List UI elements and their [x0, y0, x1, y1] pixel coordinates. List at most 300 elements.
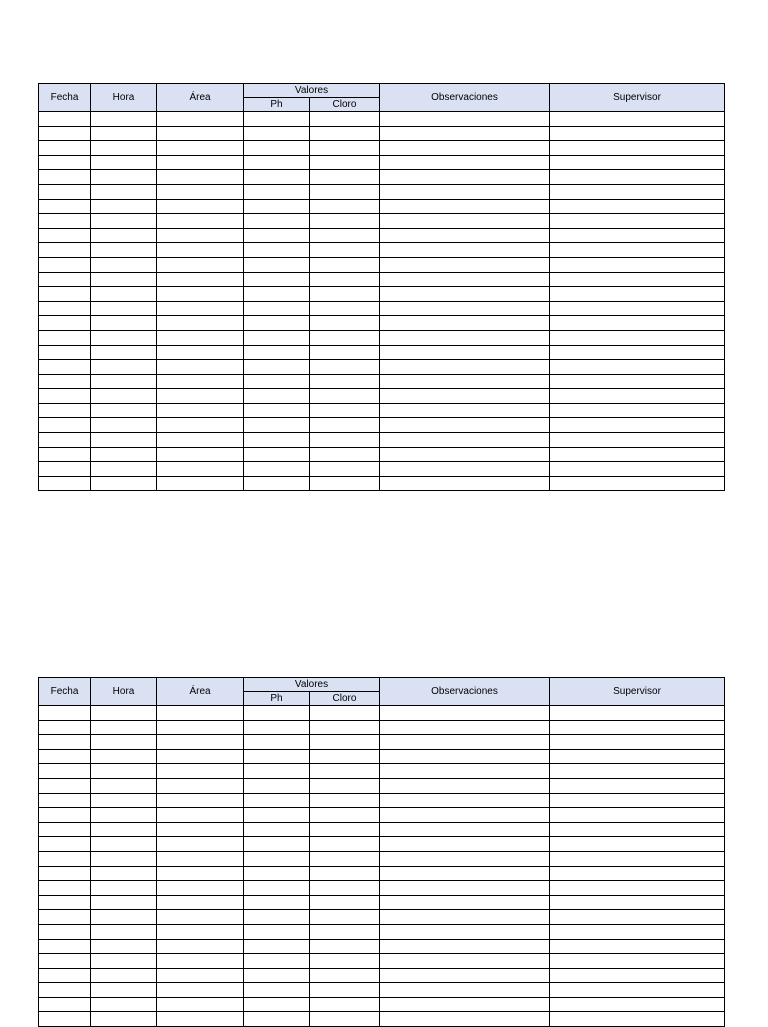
cell-ph[interactable]: [244, 403, 310, 418]
cell-cloro[interactable]: [310, 968, 380, 983]
cell-ph[interactable]: [244, 301, 310, 316]
cell-hora[interactable]: [91, 749, 157, 764]
cell-fecha[interactable]: [39, 910, 91, 925]
cell-area[interactable]: [157, 301, 244, 316]
cell-cloro[interactable]: [310, 997, 380, 1012]
cell-area[interactable]: [157, 808, 244, 823]
cell-hora[interactable]: [91, 418, 157, 433]
cell-fecha[interactable]: [39, 735, 91, 750]
cell-supervisor[interactable]: [550, 778, 725, 793]
cell-fecha[interactable]: [39, 141, 91, 156]
cell-observaciones[interactable]: [380, 418, 550, 433]
cell-ph[interactable]: [244, 199, 310, 214]
cell-observaciones[interactable]: [380, 706, 550, 721]
cell-hora[interactable]: [91, 360, 157, 375]
cell-fecha[interactable]: [39, 881, 91, 896]
cell-hora[interactable]: [91, 112, 157, 127]
cell-hora[interactable]: [91, 141, 157, 156]
cell-supervisor[interactable]: [550, 997, 725, 1012]
cell-cloro[interactable]: [310, 778, 380, 793]
cell-ph[interactable]: [244, 287, 310, 302]
cell-supervisor[interactable]: [550, 389, 725, 404]
cell-ph[interactable]: [244, 243, 310, 258]
cell-ph[interactable]: [244, 939, 310, 954]
cell-observaciones[interactable]: [380, 301, 550, 316]
cell-observaciones[interactable]: [380, 910, 550, 925]
cell-ph[interactable]: [244, 720, 310, 735]
cell-area[interactable]: [157, 360, 244, 375]
cell-ph[interactable]: [244, 214, 310, 229]
cell-supervisor[interactable]: [550, 793, 725, 808]
cell-hora[interactable]: [91, 881, 157, 896]
cell-area[interactable]: [157, 476, 244, 491]
cell-hora[interactable]: [91, 126, 157, 141]
cell-hora[interactable]: [91, 272, 157, 287]
cell-ph[interactable]: [244, 126, 310, 141]
cell-cloro[interactable]: [310, 983, 380, 998]
cell-ph[interactable]: [244, 997, 310, 1012]
cell-observaciones[interactable]: [380, 447, 550, 462]
cell-supervisor[interactable]: [550, 199, 725, 214]
cell-hora[interactable]: [91, 706, 157, 721]
cell-hora[interactable]: [91, 199, 157, 214]
cell-supervisor[interactable]: [550, 301, 725, 316]
cell-ph[interactable]: [244, 112, 310, 127]
cell-supervisor[interactable]: [550, 433, 725, 448]
cell-cloro[interactable]: [310, 837, 380, 852]
cell-supervisor[interactable]: [550, 954, 725, 969]
cell-cloro[interactable]: [310, 287, 380, 302]
cell-observaciones[interactable]: [380, 287, 550, 302]
cell-cloro[interactable]: [310, 418, 380, 433]
cell-observaciones[interactable]: [380, 983, 550, 998]
cell-ph[interactable]: [244, 837, 310, 852]
cell-fecha[interactable]: [39, 184, 91, 199]
cell-area[interactable]: [157, 881, 244, 896]
cell-observaciones[interactable]: [380, 749, 550, 764]
cell-supervisor[interactable]: [550, 214, 725, 229]
cell-ph[interactable]: [244, 476, 310, 491]
cell-cloro[interactable]: [310, 345, 380, 360]
cell-fecha[interactable]: [39, 749, 91, 764]
cell-area[interactable]: [157, 706, 244, 721]
cell-fecha[interactable]: [39, 257, 91, 272]
cell-cloro[interactable]: [310, 476, 380, 491]
cell-hora[interactable]: [91, 764, 157, 779]
cell-area[interactable]: [157, 954, 244, 969]
cell-cloro[interactable]: [310, 764, 380, 779]
cell-fecha[interactable]: [39, 112, 91, 127]
cell-fecha[interactable]: [39, 837, 91, 852]
cell-hora[interactable]: [91, 910, 157, 925]
cell-supervisor[interactable]: [550, 968, 725, 983]
cell-cloro[interactable]: [310, 316, 380, 331]
cell-fecha[interactable]: [39, 316, 91, 331]
cell-ph[interactable]: [244, 910, 310, 925]
cell-observaciones[interactable]: [380, 199, 550, 214]
cell-supervisor[interactable]: [550, 287, 725, 302]
cell-fecha[interactable]: [39, 330, 91, 345]
cell-fecha[interactable]: [39, 374, 91, 389]
cell-cloro[interactable]: [310, 126, 380, 141]
cell-fecha[interactable]: [39, 924, 91, 939]
cell-observaciones[interactable]: [380, 330, 550, 345]
cell-ph[interactable]: [244, 924, 310, 939]
cell-area[interactable]: [157, 851, 244, 866]
cell-observaciones[interactable]: [380, 939, 550, 954]
cell-cloro[interactable]: [310, 793, 380, 808]
cell-supervisor[interactable]: [550, 910, 725, 925]
cell-fecha[interactable]: [39, 778, 91, 793]
cell-observaciones[interactable]: [380, 184, 550, 199]
cell-ph[interactable]: [244, 155, 310, 170]
cell-area[interactable]: [157, 1012, 244, 1027]
cell-area[interactable]: [157, 447, 244, 462]
cell-fecha[interactable]: [39, 199, 91, 214]
cell-supervisor[interactable]: [550, 447, 725, 462]
cell-fecha[interactable]: [39, 287, 91, 302]
cell-area[interactable]: [157, 155, 244, 170]
cell-area[interactable]: [157, 170, 244, 185]
cell-cloro[interactable]: [310, 895, 380, 910]
cell-ph[interactable]: [244, 778, 310, 793]
cell-observaciones[interactable]: [380, 476, 550, 491]
cell-hora[interactable]: [91, 287, 157, 302]
cell-supervisor[interactable]: [550, 360, 725, 375]
cell-area[interactable]: [157, 764, 244, 779]
cell-fecha[interactable]: [39, 822, 91, 837]
cell-hora[interactable]: [91, 924, 157, 939]
cell-fecha[interactable]: [39, 126, 91, 141]
cell-area[interactable]: [157, 968, 244, 983]
cell-ph[interactable]: [244, 170, 310, 185]
cell-area[interactable]: [157, 433, 244, 448]
cell-observaciones[interactable]: [380, 822, 550, 837]
cell-area[interactable]: [157, 112, 244, 127]
cell-fecha[interactable]: [39, 243, 91, 258]
cell-ph[interactable]: [244, 389, 310, 404]
cell-hora[interactable]: [91, 330, 157, 345]
cell-hora[interactable]: [91, 895, 157, 910]
cell-area[interactable]: [157, 837, 244, 852]
cell-ph[interactable]: [244, 418, 310, 433]
cell-cloro[interactable]: [310, 184, 380, 199]
cell-area[interactable]: [157, 822, 244, 837]
cell-supervisor[interactable]: [550, 764, 725, 779]
cell-supervisor[interactable]: [550, 706, 725, 721]
cell-supervisor[interactable]: [550, 141, 725, 156]
cell-cloro[interactable]: [310, 214, 380, 229]
cell-fecha[interactable]: [39, 462, 91, 477]
cell-supervisor[interactable]: [550, 228, 725, 243]
cell-area[interactable]: [157, 793, 244, 808]
cell-cloro[interactable]: [310, 228, 380, 243]
cell-area[interactable]: [157, 374, 244, 389]
cell-fecha[interactable]: [39, 389, 91, 404]
cell-ph[interactable]: [244, 228, 310, 243]
cell-hora[interactable]: [91, 316, 157, 331]
cell-observaciones[interactable]: [380, 881, 550, 896]
cell-ph[interactable]: [244, 330, 310, 345]
cell-fecha[interactable]: [39, 345, 91, 360]
cell-observaciones[interactable]: [380, 924, 550, 939]
cell-hora[interactable]: [91, 374, 157, 389]
cell-hora[interactable]: [91, 345, 157, 360]
cell-supervisor[interactable]: [550, 866, 725, 881]
cell-cloro[interactable]: [310, 881, 380, 896]
cell-supervisor[interactable]: [550, 330, 725, 345]
cell-hora[interactable]: [91, 954, 157, 969]
cell-area[interactable]: [157, 939, 244, 954]
cell-area[interactable]: [157, 287, 244, 302]
cell-ph[interactable]: [244, 1012, 310, 1027]
cell-fecha[interactable]: [39, 433, 91, 448]
cell-hora[interactable]: [91, 389, 157, 404]
cell-supervisor[interactable]: [550, 983, 725, 998]
cell-observaciones[interactable]: [380, 720, 550, 735]
cell-supervisor[interactable]: [550, 155, 725, 170]
cell-supervisor[interactable]: [550, 476, 725, 491]
cell-fecha[interactable]: [39, 403, 91, 418]
cell-ph[interactable]: [244, 345, 310, 360]
cell-area[interactable]: [157, 895, 244, 910]
cell-hora[interactable]: [91, 462, 157, 477]
cell-observaciones[interactable]: [380, 735, 550, 750]
cell-fecha[interactable]: [39, 272, 91, 287]
cell-area[interactable]: [157, 389, 244, 404]
cell-fecha[interactable]: [39, 851, 91, 866]
cell-observaciones[interactable]: [380, 316, 550, 331]
cell-fecha[interactable]: [39, 866, 91, 881]
cell-hora[interactable]: [91, 214, 157, 229]
cell-area[interactable]: [157, 272, 244, 287]
cell-cloro[interactable]: [310, 851, 380, 866]
cell-hora[interactable]: [91, 184, 157, 199]
cell-observaciones[interactable]: [380, 764, 550, 779]
cell-hora[interactable]: [91, 170, 157, 185]
cell-cloro[interactable]: [310, 374, 380, 389]
cell-fecha[interactable]: [39, 214, 91, 229]
cell-hora[interactable]: [91, 720, 157, 735]
cell-cloro[interactable]: [310, 257, 380, 272]
cell-area[interactable]: [157, 749, 244, 764]
cell-observaciones[interactable]: [380, 389, 550, 404]
cell-observaciones[interactable]: [380, 403, 550, 418]
cell-cloro[interactable]: [310, 866, 380, 881]
cell-hora[interactable]: [91, 228, 157, 243]
cell-supervisor[interactable]: [550, 1012, 725, 1027]
cell-observaciones[interactable]: [380, 345, 550, 360]
cell-ph[interactable]: [244, 983, 310, 998]
cell-hora[interactable]: [91, 837, 157, 852]
cell-supervisor[interactable]: [550, 895, 725, 910]
cell-hora[interactable]: [91, 793, 157, 808]
cell-area[interactable]: [157, 983, 244, 998]
cell-area[interactable]: [157, 866, 244, 881]
cell-area[interactable]: [157, 257, 244, 272]
cell-supervisor[interactable]: [550, 881, 725, 896]
cell-observaciones[interactable]: [380, 214, 550, 229]
cell-supervisor[interactable]: [550, 924, 725, 939]
cell-fecha[interactable]: [39, 954, 91, 969]
cell-area[interactable]: [157, 243, 244, 258]
cell-cloro[interactable]: [310, 112, 380, 127]
cell-cloro[interactable]: [310, 389, 380, 404]
cell-cloro[interactable]: [310, 720, 380, 735]
cell-ph[interactable]: [244, 895, 310, 910]
cell-supervisor[interactable]: [550, 272, 725, 287]
cell-fecha[interactable]: [39, 447, 91, 462]
cell-cloro[interactable]: [310, 155, 380, 170]
cell-observaciones[interactable]: [380, 141, 550, 156]
cell-cloro[interactable]: [310, 301, 380, 316]
cell-supervisor[interactable]: [550, 822, 725, 837]
cell-ph[interactable]: [244, 447, 310, 462]
cell-fecha[interactable]: [39, 983, 91, 998]
cell-observaciones[interactable]: [380, 1012, 550, 1027]
cell-observaciones[interactable]: [380, 866, 550, 881]
cell-hora[interactable]: [91, 735, 157, 750]
cell-observaciones[interactable]: [380, 126, 550, 141]
cell-hora[interactable]: [91, 403, 157, 418]
cell-ph[interactable]: [244, 822, 310, 837]
cell-area[interactable]: [157, 462, 244, 477]
cell-cloro[interactable]: [310, 360, 380, 375]
cell-hora[interactable]: [91, 447, 157, 462]
cell-supervisor[interactable]: [550, 374, 725, 389]
cell-ph[interactable]: [244, 462, 310, 477]
cell-hora[interactable]: [91, 808, 157, 823]
cell-hora[interactable]: [91, 968, 157, 983]
cell-supervisor[interactable]: [550, 170, 725, 185]
cell-ph[interactable]: [244, 735, 310, 750]
cell-cloro[interactable]: [310, 924, 380, 939]
cell-fecha[interactable]: [39, 939, 91, 954]
cell-area[interactable]: [157, 778, 244, 793]
cell-observaciones[interactable]: [380, 433, 550, 448]
cell-area[interactable]: [157, 330, 244, 345]
cell-cloro[interactable]: [310, 939, 380, 954]
cell-cloro[interactable]: [310, 330, 380, 345]
cell-supervisor[interactable]: [550, 939, 725, 954]
cell-supervisor[interactable]: [550, 403, 725, 418]
cell-fecha[interactable]: [39, 1012, 91, 1027]
cell-ph[interactable]: [244, 433, 310, 448]
cell-cloro[interactable]: [310, 910, 380, 925]
cell-fecha[interactable]: [39, 808, 91, 823]
cell-hora[interactable]: [91, 983, 157, 998]
cell-area[interactable]: [157, 141, 244, 156]
cell-observaciones[interactable]: [380, 112, 550, 127]
cell-observaciones[interactable]: [380, 997, 550, 1012]
cell-hora[interactable]: [91, 939, 157, 954]
cell-observaciones[interactable]: [380, 272, 550, 287]
cell-supervisor[interactable]: [550, 851, 725, 866]
cell-area[interactable]: [157, 418, 244, 433]
cell-observaciones[interactable]: [380, 954, 550, 969]
cell-area[interactable]: [157, 199, 244, 214]
cell-observaciones[interactable]: [380, 360, 550, 375]
cell-cloro[interactable]: [310, 199, 380, 214]
cell-supervisor[interactable]: [550, 418, 725, 433]
cell-cloro[interactable]: [310, 170, 380, 185]
cell-fecha[interactable]: [39, 968, 91, 983]
cell-fecha[interactable]: [39, 997, 91, 1012]
cell-ph[interactable]: [244, 141, 310, 156]
cell-fecha[interactable]: [39, 228, 91, 243]
cell-supervisor[interactable]: [550, 112, 725, 127]
cell-ph[interactable]: [244, 272, 310, 287]
cell-hora[interactable]: [91, 301, 157, 316]
cell-ph[interactable]: [244, 954, 310, 969]
cell-ph[interactable]: [244, 968, 310, 983]
cell-observaciones[interactable]: [380, 462, 550, 477]
cell-area[interactable]: [157, 997, 244, 1012]
cell-supervisor[interactable]: [550, 462, 725, 477]
cell-hora[interactable]: [91, 155, 157, 170]
cell-cloro[interactable]: [310, 141, 380, 156]
cell-supervisor[interactable]: [550, 808, 725, 823]
cell-observaciones[interactable]: [380, 257, 550, 272]
cell-area[interactable]: [157, 345, 244, 360]
cell-cloro[interactable]: [310, 272, 380, 287]
cell-area[interactable]: [157, 720, 244, 735]
cell-supervisor[interactable]: [550, 316, 725, 331]
cell-ph[interactable]: [244, 257, 310, 272]
cell-cloro[interactable]: [310, 433, 380, 448]
cell-supervisor[interactable]: [550, 749, 725, 764]
cell-supervisor[interactable]: [550, 720, 725, 735]
cell-ph[interactable]: [244, 316, 310, 331]
cell-hora[interactable]: [91, 1012, 157, 1027]
cell-observaciones[interactable]: [380, 243, 550, 258]
cell-hora[interactable]: [91, 243, 157, 258]
cell-hora[interactable]: [91, 866, 157, 881]
cell-observaciones[interactable]: [380, 808, 550, 823]
cell-ph[interactable]: [244, 706, 310, 721]
cell-ph[interactable]: [244, 881, 310, 896]
cell-fecha[interactable]: [39, 793, 91, 808]
cell-supervisor[interactable]: [550, 126, 725, 141]
cell-ph[interactable]: [244, 184, 310, 199]
cell-hora[interactable]: [91, 257, 157, 272]
cell-cloro[interactable]: [310, 462, 380, 477]
cell-observaciones[interactable]: [380, 851, 550, 866]
cell-fecha[interactable]: [39, 170, 91, 185]
cell-ph[interactable]: [244, 360, 310, 375]
cell-cloro[interactable]: [310, 706, 380, 721]
cell-hora[interactable]: [91, 433, 157, 448]
cell-cloro[interactable]: [310, 822, 380, 837]
cell-fecha[interactable]: [39, 720, 91, 735]
cell-cloro[interactable]: [310, 808, 380, 823]
cell-hora[interactable]: [91, 476, 157, 491]
cell-area[interactable]: [157, 735, 244, 750]
cell-fecha[interactable]: [39, 895, 91, 910]
cell-observaciones[interactable]: [380, 155, 550, 170]
cell-ph[interactable]: [244, 808, 310, 823]
cell-area[interactable]: [157, 184, 244, 199]
cell-supervisor[interactable]: [550, 837, 725, 852]
cell-fecha[interactable]: [39, 301, 91, 316]
cell-fecha[interactable]: [39, 764, 91, 779]
cell-area[interactable]: [157, 316, 244, 331]
cell-area[interactable]: [157, 214, 244, 229]
cell-hora[interactable]: [91, 778, 157, 793]
cell-cloro[interactable]: [310, 954, 380, 969]
cell-cloro[interactable]: [310, 1012, 380, 1027]
cell-area[interactable]: [157, 126, 244, 141]
